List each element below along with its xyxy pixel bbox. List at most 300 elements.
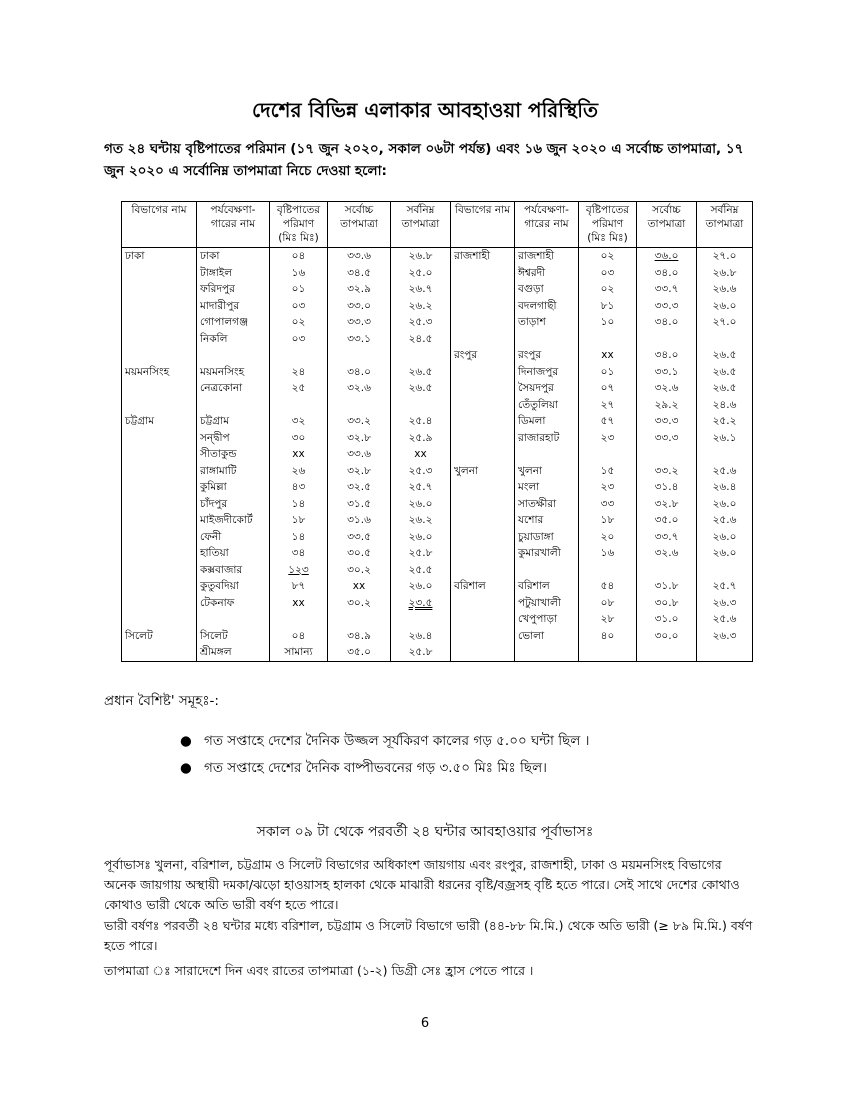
feature-item bbox=[180, 755, 589, 782]
features-list bbox=[180, 728, 589, 782]
cell-value: মংলা bbox=[518, 481, 540, 493]
table-cell bbox=[579, 545, 637, 562]
cell-value: বরিশাল bbox=[518, 580, 550, 592]
table-cell bbox=[270, 430, 328, 447]
table-cell bbox=[197, 397, 270, 414]
table-cell bbox=[391, 562, 451, 579]
table-cell bbox=[697, 611, 753, 628]
cell-value: গোপালগঞ্জ bbox=[200, 316, 249, 328]
cell-value: ৩৩.০ bbox=[347, 299, 371, 312]
table-cell bbox=[270, 529, 328, 546]
table-cell bbox=[515, 265, 579, 282]
table-cell bbox=[122, 446, 197, 463]
cell-value: ফরিদপুর bbox=[200, 283, 235, 295]
column-header: বৃষ্টিপাতের পরিমাণ (মিঃ মিঃ) bbox=[579, 202, 637, 248]
cell-value: ৩৩ bbox=[600, 497, 615, 510]
cell-value: ২৬.৭ bbox=[408, 283, 433, 295]
cell-value: ২৬.৮ bbox=[712, 266, 737, 279]
cell-value: চাঁদপুর bbox=[200, 497, 228, 510]
table-cell bbox=[197, 314, 270, 331]
cell-value: ২৫.৮ bbox=[408, 547, 433, 559]
table-cell bbox=[391, 463, 451, 480]
cell-value: xx bbox=[414, 448, 427, 460]
table-cell bbox=[328, 331, 391, 348]
cell-value: ৮৭ bbox=[291, 580, 306, 592]
table-row bbox=[122, 430, 753, 447]
table-cell bbox=[579, 314, 637, 331]
cell-value: ০২ bbox=[600, 283, 615, 295]
cell-value: চট্টগ্রাম bbox=[200, 415, 230, 427]
page-title: দেশের বিভিন্ন এলাকার আবহাওয়া পরিস্থিতি bbox=[251, 98, 598, 122]
table-cell bbox=[697, 430, 753, 447]
table-cell bbox=[637, 529, 697, 546]
table-row bbox=[122, 578, 753, 595]
cell-value: ২০ bbox=[600, 530, 615, 543]
table-cell bbox=[197, 380, 270, 397]
cell-value: ৩২.৮ bbox=[347, 464, 371, 477]
table-cell bbox=[391, 512, 451, 529]
table-row bbox=[122, 479, 753, 496]
cell-value: ২৬.০ bbox=[712, 547, 737, 559]
table-cell bbox=[697, 512, 753, 529]
table-cell bbox=[697, 628, 753, 645]
table-cell bbox=[637, 248, 697, 265]
table-cell bbox=[270, 595, 328, 612]
cell-value: ২৬.৩ bbox=[712, 629, 737, 642]
table-cell bbox=[270, 331, 328, 348]
cell-value: ৩৩.৫ bbox=[347, 530, 371, 543]
table-cell bbox=[515, 479, 579, 496]
table-cell bbox=[122, 512, 197, 529]
cell-value: ২৫.২ bbox=[712, 415, 737, 427]
cell-value: ৩৩.৩ bbox=[654, 431, 679, 444]
table-cell bbox=[451, 463, 515, 480]
table-cell bbox=[197, 496, 270, 513]
table-cell bbox=[328, 430, 391, 447]
table-cell bbox=[122, 611, 197, 628]
cell-value: ময়মনসিংহ bbox=[125, 365, 170, 378]
cell-value: ৩৫.০ bbox=[347, 646, 371, 658]
column-header: পর্যবেক্ষণা- গারের নাম bbox=[515, 202, 579, 248]
table-cell bbox=[391, 545, 451, 562]
cell-value: ৩২.৬ bbox=[654, 547, 679, 559]
table-cell bbox=[515, 496, 579, 513]
cell-value: ভোলা bbox=[518, 629, 544, 642]
cell-value: ৩০.২ bbox=[347, 563, 371, 576]
table-cell bbox=[579, 611, 637, 628]
cell-value: ৩০.৫ bbox=[347, 547, 371, 559]
cell-value: xx bbox=[292, 596, 305, 609]
cell-value: সিলেট bbox=[200, 629, 228, 642]
cell-value: বগুড়া bbox=[518, 283, 544, 295]
table-cell bbox=[328, 463, 391, 480]
table-cell bbox=[270, 397, 328, 414]
table-cell bbox=[637, 364, 697, 381]
table-row bbox=[122, 265, 753, 282]
table-cell bbox=[391, 380, 451, 397]
cell-value: ৩৩.৭ bbox=[654, 283, 679, 295]
cell-value: ৫৭ bbox=[600, 415, 615, 427]
table-cell bbox=[197, 463, 270, 480]
forecast-temperature: তাপমাত্রা ঃ সারাদেশে দিন এবং রাতের তাপমাত্রা (১-২) ডিগ্রী সেঃ হ্রাস পেতে পারে । bbox=[104, 963, 534, 978]
table-cell bbox=[197, 545, 270, 562]
table-row bbox=[122, 397, 753, 414]
table-cell bbox=[328, 628, 391, 645]
table-cell bbox=[579, 529, 637, 546]
cell-value: ২৬ bbox=[291, 464, 306, 477]
cell-value: কুতুবদিয়া bbox=[200, 580, 239, 592]
table-row bbox=[122, 413, 753, 430]
table-cell bbox=[697, 397, 753, 414]
table-cell bbox=[122, 628, 197, 645]
table-cell bbox=[637, 578, 697, 595]
table-cell bbox=[637, 595, 697, 612]
cell-value: ২৬.০ bbox=[712, 497, 737, 510]
table-cell bbox=[579, 380, 637, 397]
table-cell bbox=[391, 265, 451, 282]
table-cell bbox=[328, 595, 391, 612]
table-cell bbox=[697, 479, 753, 496]
bullet-icon: ● bbox=[180, 760, 192, 776]
column-header: বিভাগের নাম bbox=[122, 202, 197, 248]
table-row bbox=[122, 529, 753, 546]
table-cell bbox=[637, 644, 697, 661]
table-cell bbox=[328, 644, 391, 661]
table-cell bbox=[391, 628, 451, 645]
table-cell bbox=[515, 446, 579, 463]
cell-value: ২৫.৭ bbox=[712, 580, 737, 592]
table-cell bbox=[270, 644, 328, 661]
table-cell bbox=[515, 545, 579, 562]
table-cell bbox=[391, 479, 451, 496]
cell-value: ২৭.০ bbox=[712, 316, 737, 328]
table-cell bbox=[637, 479, 697, 496]
table-cell bbox=[122, 479, 197, 496]
page-number: 6 bbox=[420, 1016, 430, 1031]
table-row bbox=[122, 248, 753, 265]
table-row bbox=[122, 364, 753, 381]
table-cell bbox=[515, 430, 579, 447]
cell-value: ৩৩.৬ bbox=[347, 448, 371, 460]
table-cell bbox=[697, 562, 753, 579]
cell-value: ১৬ bbox=[600, 547, 615, 559]
table-cell bbox=[270, 611, 328, 628]
table-cell bbox=[122, 347, 197, 364]
cell-value: ৩৫.০ bbox=[654, 514, 679, 526]
cell-value: ০২ bbox=[600, 250, 615, 262]
table-cell bbox=[697, 364, 753, 381]
cell-value: ২৬.৫ bbox=[712, 365, 737, 378]
cell-value: চুয়াডাঙ্গা bbox=[518, 530, 554, 543]
cell-value: ২৪.৫ bbox=[408, 332, 433, 345]
table-row bbox=[122, 644, 753, 661]
cell-value: সামান্য bbox=[284, 646, 313, 658]
table-cell bbox=[697, 265, 753, 282]
cell-value: ৩৪.০ bbox=[347, 365, 371, 378]
column-header: বিভাগের নাম bbox=[451, 202, 515, 248]
cell-value: ২৬.৫ bbox=[408, 382, 433, 394]
table-cell bbox=[637, 380, 697, 397]
cell-value: ১৪ bbox=[291, 530, 306, 543]
table-cell bbox=[697, 281, 753, 298]
cell-value: ৩১.০ bbox=[654, 613, 679, 625]
cell-value: রংপুর bbox=[518, 349, 542, 361]
table-cell bbox=[328, 611, 391, 628]
cell-value: ১৮ bbox=[291, 514, 306, 526]
table-cell bbox=[391, 281, 451, 298]
cell-value: ১৫ bbox=[600, 464, 615, 477]
table-cell bbox=[197, 430, 270, 447]
cell-value: খেপুপাড়া bbox=[518, 613, 557, 625]
table-cell bbox=[697, 529, 753, 546]
table-cell bbox=[391, 430, 451, 447]
table-cell bbox=[197, 512, 270, 529]
cell-value: রাঙ্গামাটি bbox=[200, 464, 237, 477]
table-cell bbox=[697, 446, 753, 463]
cell-value: ২৬.০ bbox=[408, 580, 433, 592]
table-cell bbox=[579, 479, 637, 496]
forecast-heavy-rain: ভারী বর্ষণঃ পরবর্তী ২৪ ঘন্টার মধ্যে বরিশাল, চট্টগ্রাম ও সিলেট বিভাগে ভারী (৪৪-৮৮ মি.মি.) থেকে অতি ভারী (≥ ৮৯ মি.মি.) বর্ষণ হতে পারে। bbox=[104, 918, 753, 953]
table-cell bbox=[515, 562, 579, 579]
cell-value: ২৬.১ bbox=[712, 431, 737, 444]
cell-value: ২৬.৬ bbox=[712, 283, 737, 295]
table-cell bbox=[579, 364, 637, 381]
table-row bbox=[122, 298, 753, 315]
column-header: সর্বোচ্চ তাপমাত্রা bbox=[328, 202, 391, 248]
table-row bbox=[122, 281, 753, 298]
table-cell bbox=[637, 413, 697, 430]
cell-value: খুলনা bbox=[454, 464, 479, 477]
table-cell bbox=[270, 463, 328, 480]
cell-value: ৩২ bbox=[291, 415, 306, 427]
cell-value: ০১ bbox=[291, 283, 306, 295]
table-cell bbox=[391, 496, 451, 513]
cell-value: হাতিয়া bbox=[200, 547, 229, 559]
cell-value: ০৮ bbox=[600, 596, 615, 609]
table-cell bbox=[328, 281, 391, 298]
cell-value: মাদারীপুর bbox=[200, 299, 240, 312]
table-cell bbox=[579, 512, 637, 529]
table-cell bbox=[391, 611, 451, 628]
cell-value: ৩১.৮ bbox=[654, 580, 679, 592]
table-cell bbox=[515, 314, 579, 331]
feature-text: গত সপ্তাহে দেশের দৈনিক উজ্জল সূর্যকিরণ কালের গড় ৫.০০ ঘন্টা ছিল । bbox=[204, 733, 590, 749]
cell-value: ৩০.০ bbox=[654, 629, 679, 642]
table-cell bbox=[391, 331, 451, 348]
table-cell bbox=[122, 644, 197, 661]
table-cell bbox=[579, 644, 637, 661]
table-cell bbox=[637, 611, 697, 628]
cell-value: সিলেট bbox=[125, 629, 153, 642]
cell-value: টাঙ্গাইল bbox=[200, 266, 233, 279]
cell-value: ঢাকা bbox=[125, 250, 145, 262]
cell-value: ৩২.৮ bbox=[654, 497, 679, 510]
table-cell bbox=[451, 331, 515, 348]
cell-value: ৫৪ bbox=[600, 580, 615, 592]
table-cell bbox=[451, 644, 515, 661]
table-cell bbox=[515, 595, 579, 612]
table-cell bbox=[515, 298, 579, 315]
cell-value: ২৫.৩ bbox=[408, 316, 433, 328]
cell-value: ৩০.২ bbox=[347, 596, 371, 609]
table-cell bbox=[122, 298, 197, 315]
cell-value: রংপুর bbox=[454, 349, 478, 361]
table-cell bbox=[515, 364, 579, 381]
cell-value: ২৬.২ bbox=[408, 514, 433, 526]
table-cell bbox=[328, 413, 391, 430]
table-cell bbox=[579, 265, 637, 282]
cell-value: ২৩.৫ bbox=[408, 596, 433, 609]
table-cell bbox=[451, 529, 515, 546]
cell-value: ২৭.০ bbox=[712, 250, 737, 262]
cell-value: ঈশ্বরদী bbox=[518, 266, 546, 279]
table-cell bbox=[637, 347, 697, 364]
table-cell bbox=[328, 248, 391, 265]
table-cell bbox=[197, 628, 270, 645]
table-cell bbox=[122, 562, 197, 579]
table-cell bbox=[697, 298, 753, 315]
cell-value: ফেনী bbox=[200, 530, 222, 543]
table-cell bbox=[637, 397, 697, 414]
cell-value: ৩৪.০ bbox=[654, 349, 679, 361]
column-header: সর্বনিম্ন তাপমাত্রা bbox=[391, 202, 451, 248]
cell-value: ২৩ bbox=[600, 431, 615, 444]
table-cell bbox=[579, 562, 637, 579]
table-cell bbox=[270, 479, 328, 496]
table-cell bbox=[637, 265, 697, 282]
table-cell bbox=[391, 248, 451, 265]
table-cell bbox=[328, 562, 391, 579]
table-cell bbox=[451, 562, 515, 579]
table-cell bbox=[579, 496, 637, 513]
cell-value: ২৪ bbox=[291, 365, 306, 378]
table-cell bbox=[579, 397, 637, 414]
table-cell bbox=[697, 578, 753, 595]
table-cell bbox=[328, 446, 391, 463]
table-row bbox=[122, 496, 753, 513]
cell-value: খুলনা bbox=[518, 464, 543, 477]
cell-value: ৩৪.৫ bbox=[347, 266, 371, 279]
table-cell bbox=[451, 347, 515, 364]
forecast-heading: সকাল ০৯ টা থেকে পরবর্তী ২৪ ঘন্টার আবহাওয়ার পূর্বাভাসঃ bbox=[256, 824, 594, 840]
table-row bbox=[122, 562, 753, 579]
table-cell bbox=[515, 628, 579, 645]
table-cell bbox=[637, 430, 697, 447]
cell-value: ৩০ bbox=[291, 431, 306, 444]
cell-value: ২৪.৬ bbox=[712, 398, 737, 411]
table-cell bbox=[637, 298, 697, 315]
table-cell bbox=[637, 331, 697, 348]
table-cell bbox=[515, 281, 579, 298]
cell-value: ২৯.২ bbox=[654, 398, 679, 411]
cell-value: ২৬.০ bbox=[408, 530, 433, 543]
cell-value: বদলগাছী bbox=[518, 299, 557, 312]
table-cell bbox=[197, 347, 270, 364]
table-row bbox=[122, 628, 753, 645]
cell-value: ৩৬.০ bbox=[654, 250, 679, 262]
cell-value: ৩২.৯ bbox=[347, 283, 371, 295]
table-cell bbox=[579, 595, 637, 612]
table-cell bbox=[579, 446, 637, 463]
cell-value: ২৬.০ bbox=[712, 530, 737, 543]
weather-table bbox=[121, 201, 753, 662]
table-cell bbox=[197, 265, 270, 282]
table-cell bbox=[451, 298, 515, 315]
cell-value: xx bbox=[601, 349, 614, 361]
cell-value: ময়মনসিংহ bbox=[200, 365, 245, 378]
table-cell bbox=[122, 529, 197, 546]
cell-value: ০১ bbox=[600, 365, 615, 378]
cell-value: ৩২.৫ bbox=[347, 481, 371, 493]
table-cell bbox=[515, 380, 579, 397]
table-cell bbox=[579, 248, 637, 265]
table-cell bbox=[451, 595, 515, 612]
cell-value: মাইজদীকোর্ট bbox=[200, 514, 253, 526]
table-cell bbox=[697, 380, 753, 397]
table-cell bbox=[515, 529, 579, 546]
table-cell bbox=[697, 545, 753, 562]
cell-value: ৪০ bbox=[600, 629, 615, 642]
cell-value: ২৫.৬ bbox=[712, 514, 737, 526]
cell-value: ৩১.৬ bbox=[347, 514, 371, 526]
cell-value: ৩২.৬ bbox=[654, 382, 679, 394]
cell-value: ৩৪.০ bbox=[654, 316, 679, 328]
cell-value: ২৬.৮ bbox=[408, 250, 433, 262]
cell-value: ২৬.৪ bbox=[408, 629, 433, 642]
table-cell bbox=[270, 347, 328, 364]
cell-value: ০৩ bbox=[291, 299, 306, 312]
table-cell bbox=[197, 298, 270, 315]
table-cell bbox=[328, 545, 391, 562]
table-cell bbox=[197, 529, 270, 546]
column-header: সর্বনিম্ন তাপমাত্রা bbox=[697, 202, 753, 248]
table-row bbox=[122, 595, 753, 612]
cell-value: ২৫.৬ bbox=[712, 613, 737, 625]
table-cell bbox=[391, 364, 451, 381]
column-header: পর্যবেক্ষণা- গারের নাম bbox=[197, 202, 270, 248]
cell-value: ২৩ bbox=[600, 481, 615, 493]
table-cell bbox=[451, 248, 515, 265]
cell-value: নিকলি bbox=[200, 332, 228, 345]
table-cell bbox=[270, 562, 328, 579]
table-cell bbox=[637, 281, 697, 298]
table-cell bbox=[122, 496, 197, 513]
cell-value: ৩৩.১ bbox=[654, 365, 679, 378]
cell-value: ২৫.৬ bbox=[712, 464, 737, 477]
cell-value: ০৪ bbox=[291, 629, 306, 642]
table-cell bbox=[637, 512, 697, 529]
cell-value: ২৫.৭ bbox=[408, 481, 433, 493]
cell-value: ডিমলা bbox=[518, 415, 546, 427]
cell-value: বরিশাল bbox=[454, 580, 486, 592]
table-row bbox=[122, 611, 753, 628]
table-cell bbox=[197, 611, 270, 628]
table-cell bbox=[197, 644, 270, 661]
cell-value: ১৬ bbox=[291, 266, 306, 279]
table-cell bbox=[197, 595, 270, 612]
cell-value: সন্দ্বীপ bbox=[200, 431, 230, 444]
features-heading: প্রধান বৈশিষ্ট' সমূহঃ-: bbox=[104, 693, 219, 709]
cell-value: ২৫.৯ bbox=[408, 431, 433, 444]
table-cell bbox=[391, 397, 451, 414]
cell-value: ২৬.৫ bbox=[712, 349, 737, 361]
table-cell bbox=[515, 644, 579, 661]
table-cell bbox=[197, 364, 270, 381]
cell-value: ৩২.৮ bbox=[347, 431, 371, 444]
table-cell bbox=[122, 281, 197, 298]
table-cell bbox=[451, 512, 515, 529]
cell-value: পটুয়াখালী bbox=[518, 596, 561, 609]
